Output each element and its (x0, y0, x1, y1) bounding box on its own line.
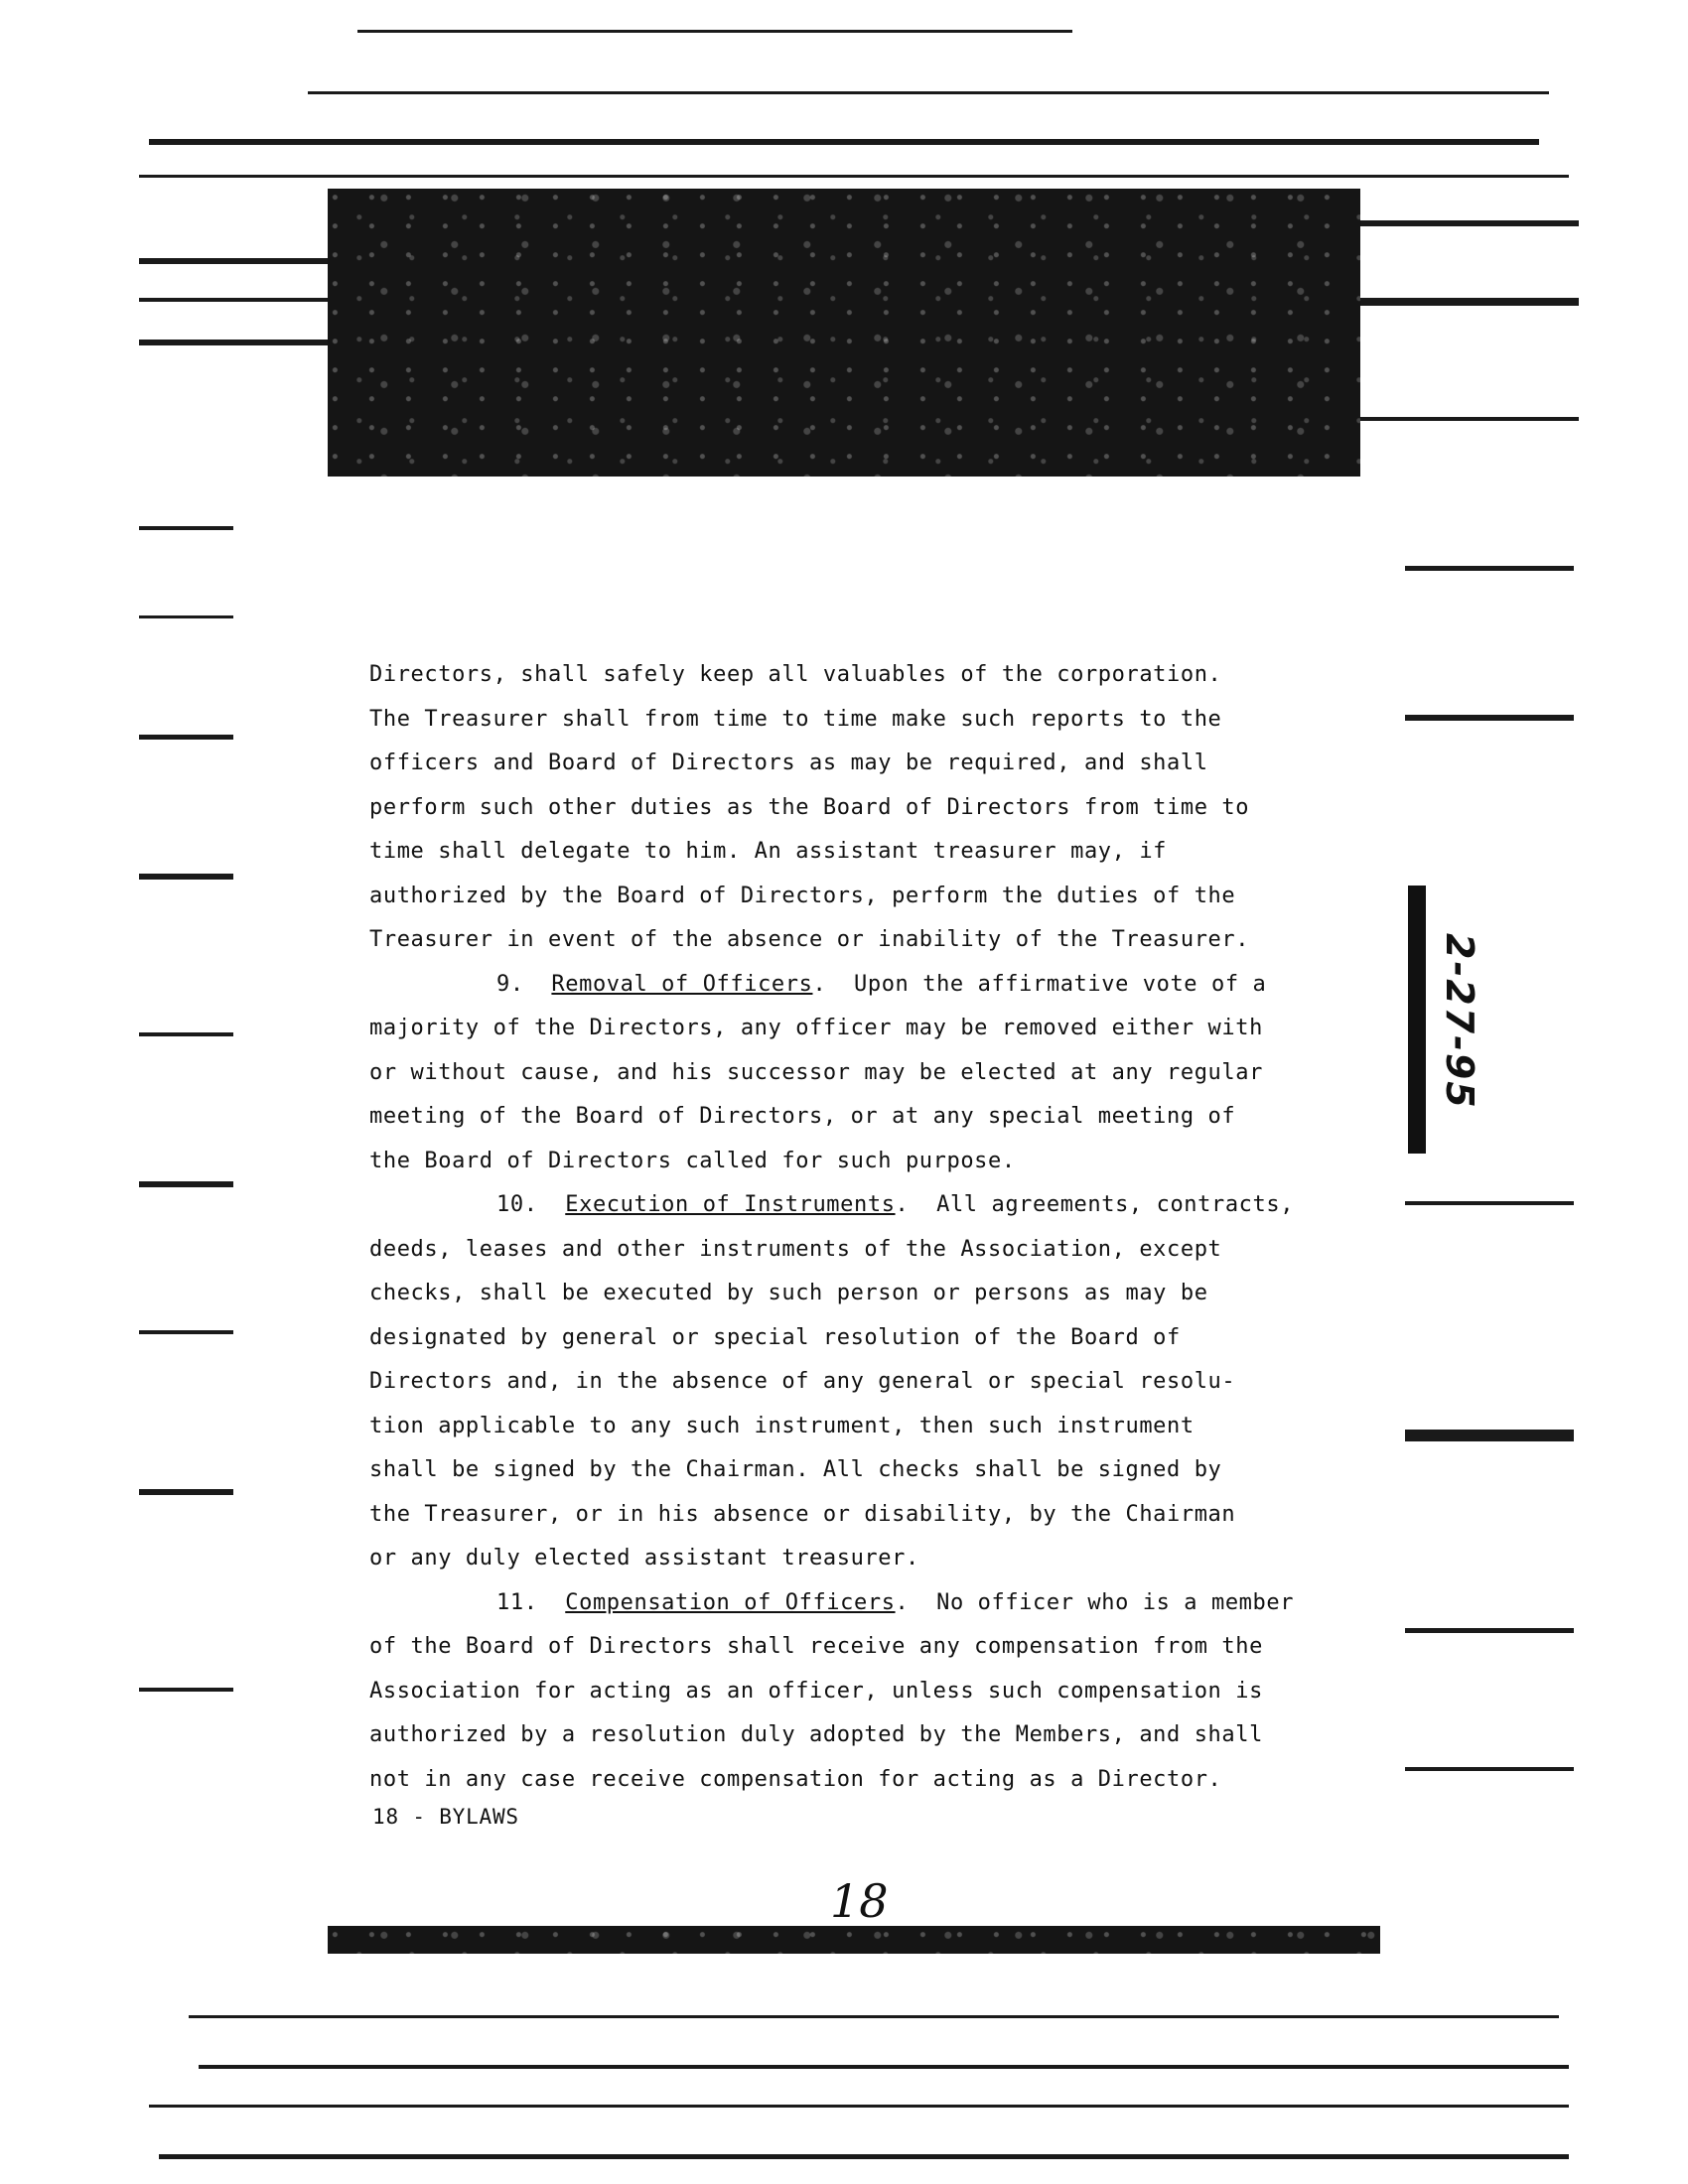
scan-streak (1405, 1767, 1574, 1771)
section-text: Upon the affirmative vote of a (854, 971, 1267, 997)
scan-streak (139, 1181, 233, 1187)
scan-streak (139, 1489, 233, 1495)
text-line: or any duly elected assistant treasurer. (369, 1546, 919, 1570)
text-line: checks, shall be executed by such person or persons as may be (369, 1281, 1208, 1305)
text-line: designated by general or special resolution of the Board of (369, 1324, 1181, 1350)
scan-streak (139, 1032, 233, 1036)
section-number: 10. (496, 1192, 538, 1217)
section-text: No officer who is a member (936, 1589, 1295, 1615)
margin-date-stamp: 2-27-95 (1438, 933, 1481, 1110)
text-line: officers and Board of Directors as may be required, and shall (369, 751, 1208, 775)
text-line: of the Board of Directors shall receive any compensation from the (369, 1634, 1263, 1659)
scan-artifact-top-band (328, 189, 1360, 477)
scan-streak (1405, 1430, 1574, 1441)
page-footer: 18 - BYLAWS (372, 1805, 519, 1829)
text-line: perform such other duties as the Board of Directors from time to (369, 794, 1250, 820)
scan-streak (139, 258, 328, 264)
section-number: 9. (496, 971, 524, 997)
scan-streak (149, 2105, 1569, 2108)
text-line: not in any case receive compensation for acting as a Director. (369, 1766, 1222, 1792)
section-text: All agreements, contracts, (936, 1192, 1295, 1217)
scan-streak (1405, 1201, 1574, 1205)
section-9-first-line: 9. Removal of Officers. Upon the affirmative vote of a (496, 971, 1267, 997)
section-heading: Compensation of Officers (565, 1589, 896, 1615)
scan-streak (199, 2065, 1569, 2069)
scan-streak (1405, 1628, 1574, 1633)
text-line: time shall delegate to him. An assistant treasurer may, if (369, 839, 1168, 864)
text-line: deeds, leases and other instruments of the Association, except (369, 1236, 1222, 1262)
text-line: majority of the Directors, any officer may be removed either with (369, 1016, 1263, 1040)
scan-artifact-bottom-band (328, 1926, 1380, 1954)
scan-streak (139, 615, 233, 618)
scan-streak (139, 874, 233, 880)
text-line: authorized by a resolution duly adopted by the Members, and shall (369, 1722, 1263, 1747)
document-body (369, 653, 1303, 1802)
scan-streak (139, 175, 1569, 178)
text-line: or without cause, and his successor may be elected at any regular (369, 1059, 1263, 1085)
text-line: shall be signed by the Chairman. All checks shall be signed by (369, 1457, 1222, 1482)
scan-streak (149, 139, 1539, 145)
scan-streak (159, 2154, 1569, 2159)
text-line: tion applicable to any such instrument, then such instrument (369, 1413, 1195, 1438)
text-line: Association for acting as an officer, unless such compensation is (369, 1678, 1263, 1704)
scan-streak (139, 1330, 233, 1334)
scan-streak (357, 30, 1072, 33)
section-10-first-line: 10. Execution of Instruments. All agreements, contracts, (496, 1192, 1295, 1217)
section-heading: Removal of Officers (551, 971, 813, 997)
scan-streak (139, 526, 233, 530)
scan-streak (189, 2015, 1559, 2018)
scan-streak (1405, 715, 1574, 721)
text-line: the Treasurer, or in his absence or disability, by the Chairman (369, 1501, 1236, 1527)
section-heading: Execution of Instruments (565, 1192, 896, 1217)
text-line: Directors and, in the absence of any general or special resolu- (369, 1369, 1236, 1394)
scan-streak (1360, 298, 1579, 306)
section-number: 11. (496, 1589, 538, 1615)
section-11-first-line: 11. Compensation of Officers. No officer who is a member (496, 1589, 1295, 1615)
text-line: Treasurer in event of the absence or inability of the Treasurer. (369, 927, 1250, 952)
handwritten-page-number: 18 (830, 1874, 889, 1928)
scan-streak (139, 340, 328, 345)
scan-streak (1360, 220, 1579, 226)
scan-streak (139, 298, 328, 302)
text-line: authorized by the Board of Directors, perform the duties of the (369, 883, 1236, 908)
scan-streak (139, 1688, 233, 1692)
scan-streak (1405, 566, 1574, 571)
text-line: the Board of Directors called for such purpose. (369, 1148, 1016, 1173)
text-line: Directors, shall safely keep all valuables of the corporation. (369, 662, 1222, 687)
scan-streak (1360, 417, 1579, 421)
text-line: The Treasurer shall from time to time make such reports to the (369, 706, 1222, 732)
scan-streak (308, 91, 1549, 94)
text-line: meeting of the Board of Directors, or at any special meeting of (369, 1104, 1236, 1129)
scan-streak (139, 735, 233, 740)
